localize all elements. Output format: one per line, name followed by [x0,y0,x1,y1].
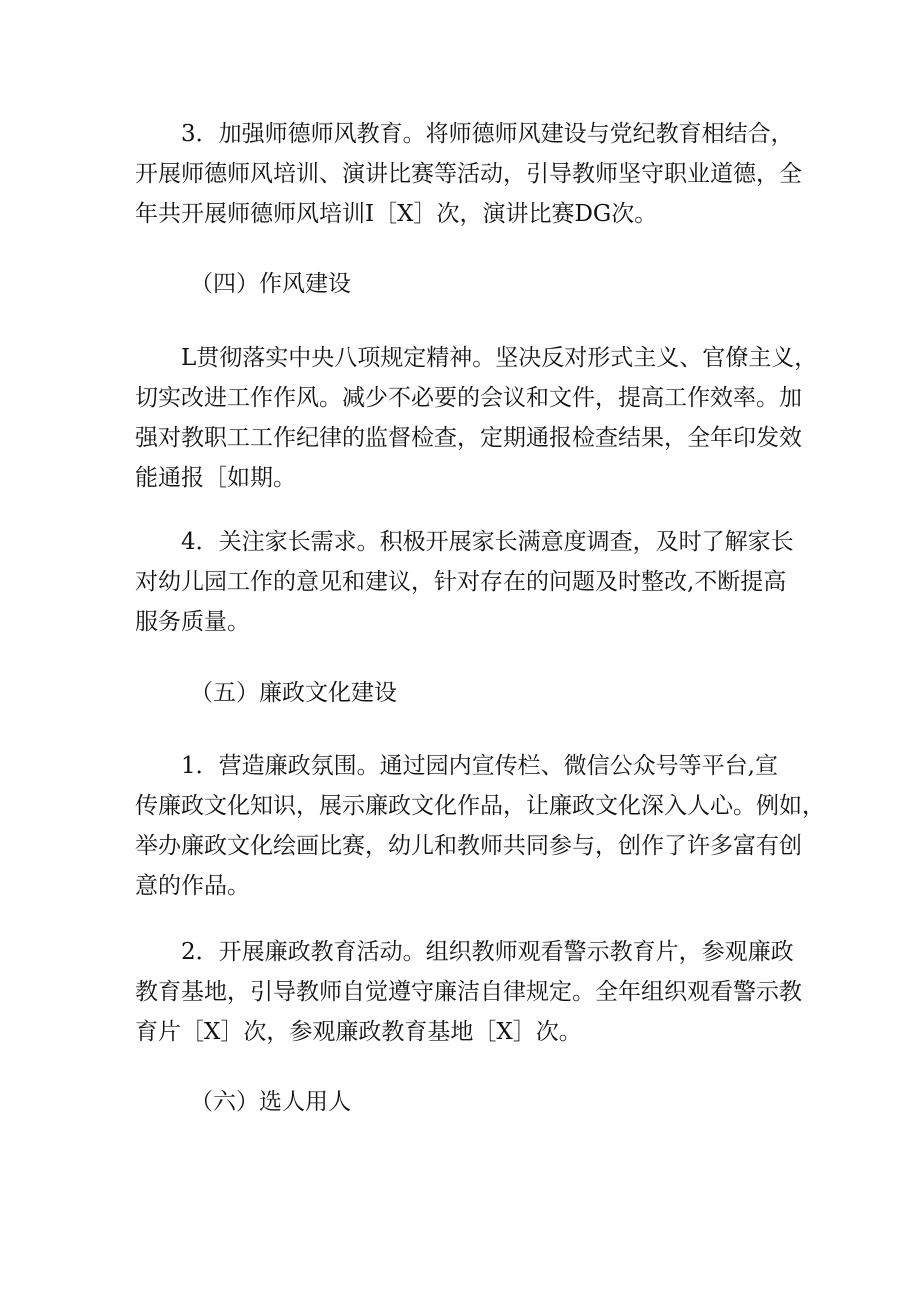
text-line: 强对教职工工作纪律的监督检查，定期通报检查结果，全年印发效 [135,425,802,451]
paragraph-teacher-ethics [135,114,802,234]
text-line: 服务质量。 [135,609,250,635]
text-line: 开展师德师风培训、演讲比赛等活动，引导教师坚守职业道德，全 [135,161,802,187]
paragraph-eight-rules [135,338,818,498]
paragraph-integrity-atmosphere [135,746,825,906]
text-line: 4．关注家长需求。积极开展家长满意度调查，及时了解家长 [181,529,794,555]
text-line: 传廉政文化知识，展示廉政文化作品，让廉政文化深入人心。例如， [135,793,825,819]
paragraph-integrity-education [135,932,802,1052]
text-line: 3．加强师德师风教育。将师德师风建设与党纪教育相结合， [181,121,794,147]
paragraph-parent-needs [135,522,795,642]
text-line: L贯彻落实中央八项规定精神。坚决反对形式主义、官僚主义， [181,345,818,371]
section-heading-work-style: （四）作风建设 [190,271,351,297]
text-line: 年共开展师德师风培训I［X］次，演讲比赛DG次。 [135,201,658,227]
section-heading-integrity-culture: （五）廉政文化建设 [190,680,397,706]
text-line: 对幼儿园工作的意见和建议，针对存在的问题及时整改,不断提高 [135,569,787,595]
text-line: 2．开展廉政教育活动。组织教师观看警示教育片，参观廉政 [181,939,794,965]
text-line: 意的作品。 [135,873,250,899]
text-line: 能通报［如期。 [135,465,296,491]
text-line: 举办廉政文化绘画比赛，幼儿和教师共同参与，创作了许多富有创 [135,833,802,859]
text-line: 育片［X］次，参观廉政教育基地［X］次。 [135,1019,582,1045]
text-line: 教育基地，引导教师自觉遵守廉洁自律规定。全年组织观看警示教 [135,979,802,1005]
text-line: 1．营造廉政氛围。通过园内宣传栏、微信公众号等平台,宣 [181,753,778,779]
text-line: 切实改进工作作风。减少不必要的会议和文件，提高工作效率。加 [135,385,802,411]
section-heading-personnel-selection: （六）选人用人 [190,1089,351,1115]
